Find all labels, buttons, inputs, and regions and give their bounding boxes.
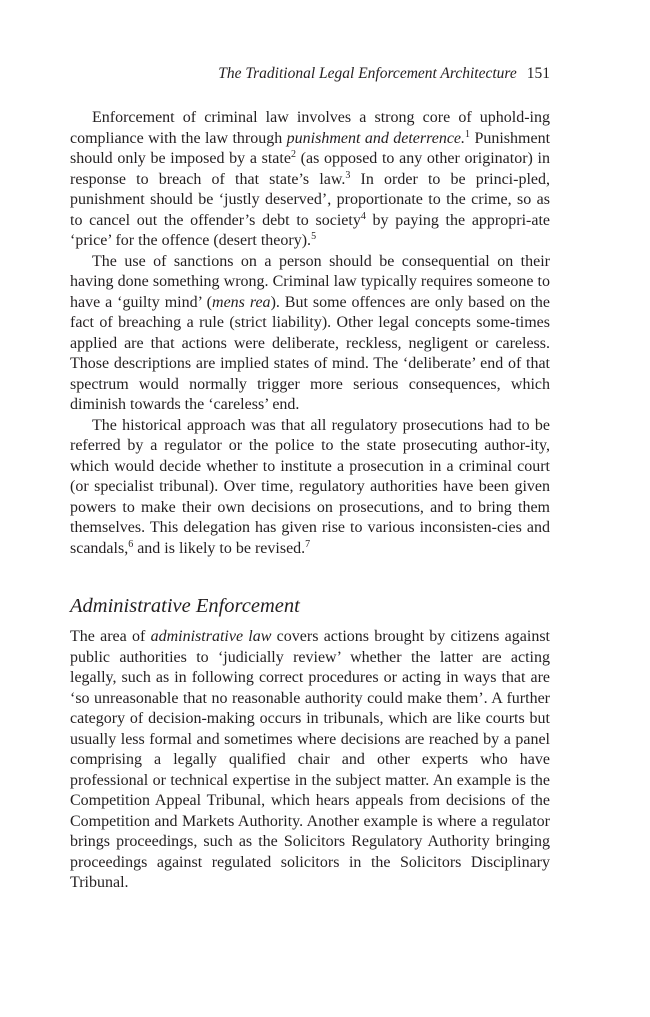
paragraph-text: Enforcement of criminal law involves a strong core of uphold-ing compliance with the law through <box>70 109 550 147</box>
footnote-marker-6[interactable]: 6 <box>128 538 134 550</box>
paragraph-text: and is likely to be revised. <box>133 539 306 557</box>
running-head <box>70 63 550 85</box>
paragraph-text: Punishment should only be imposed by a state <box>70 129 551 167</box>
footnote-marker-5[interactable]: 5 <box>311 231 317 242</box>
paragraph-text: In order to be princi-pled, punishment should be ‘justly deserved’, proportionate to the crime, so as to cancel out the offender’s debt to society <box>70 170 551 229</box>
section-heading: Administrative Enforcement <box>70 595 300 617</box>
footnote-marker-2[interactable]: 2 <box>290 149 296 160</box>
paragraph-text: by paying the appropri-ate ‘price’ for the offence (desert theory). <box>70 211 550 249</box>
paragraph-text: ). But some offences are only based on the fact of breaching a rule (strict liability). Other legal concepts some-times applied are that actions were deliberate, reckless, negligent or careless. Those descriptions are implied states of mind. The ‘deliberate’ end of that spectrum would normally trigger more serious consequences, which diminish towards the ‘careless’ end. <box>70 293 550 413</box>
emphasis-text: mens rea <box>212 293 271 311</box>
paragraph-text: covers actions brought by citizens against public authorities to ‘judicially review’ whether the latter are acting legally, such as in following correct procedures or acting in ways that are ‘so unreasonable that no reasonable authority could make them’. A further category of decision-making occurs in tribunals, which are like courts but usually less formal and sometimes where decisions are reached by a panel comprising a legally qualified chair and other experts who have professional or technical expertise in the subject matter. An example is the Competition Appeal Tribunal, which hears appeals from decisions of the Competition and Markets Authority. Another example is where a regulator brings proceedings, such as the Solicitors Regulatory Authority bringing proceedings against regulated solicitors in the Solicitors Disciplinary Tribunal. <box>70 628 550 891</box>
paragraph-text: (as opposed to any other originator) in response to breach of that state’s law. <box>70 150 550 188</box>
page-number: 151 <box>526 65 550 82</box>
page-body <box>70 108 550 894</box>
paragraph-administrative-law <box>70 627 550 894</box>
footnote-marker-1[interactable]: 1 <box>465 128 471 140</box>
emphasis-text: punishment and deterrence. <box>286 129 466 147</box>
paragraph-historical-approach <box>70 416 550 560</box>
paragraph-text: The area of <box>70 628 151 645</box>
footnote-marker-3[interactable]: 3 <box>345 169 351 181</box>
paragraph-criminal-enforcement <box>70 108 550 252</box>
footnote-marker-4[interactable]: 4 <box>360 210 366 222</box>
paragraph-text: The historical approach was that all regulatory prosecutions had to be referred by a regulator or the police to the state prosecuting author-ity, which would decide whether to institute a prosecution in a criminal court (or specialist tribunal). Over time, regulatory authorities have been given powers to make their own decisions on prosecutions, and to bring them themselves. This delegation has given rise to various inconsisten-cies and scandals, <box>70 416 550 557</box>
footnote-marker-7[interactable]: 7 <box>305 538 311 550</box>
emphasis-text: administrative law <box>150 628 272 645</box>
paragraph-sanctions <box>70 252 550 416</box>
running-head-title: The Traditional Legal Enforcement Architecture <box>218 65 517 82</box>
paragraph-text: The use of sanctions on a person should be consequential on their having done something wrong. Criminal law typically requires someone to have a ‘guilty mind’ ( <box>70 252 550 311</box>
